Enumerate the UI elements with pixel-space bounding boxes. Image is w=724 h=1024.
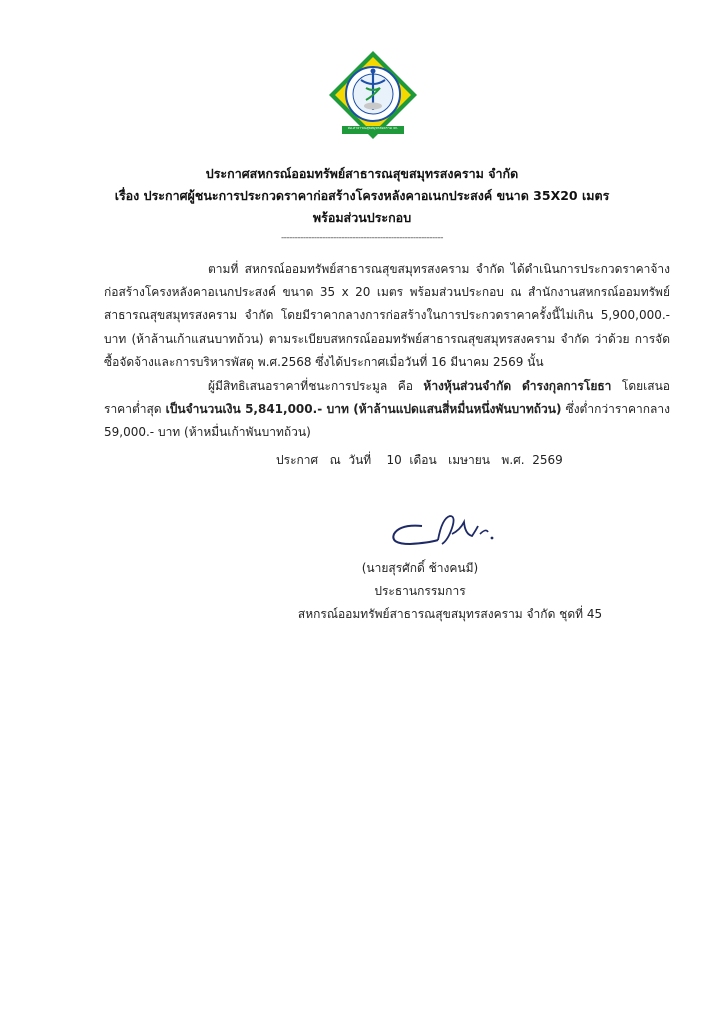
announcement-subject: เรื่อง ประกาศผู้ชนะการประกวดราคาก่อสร้างโครงหลังคาอเนกประสงค์ ขนาด 35X20 เมตร [114,188,610,203]
offer-intro: โดยเสนอราคาต่ำสุด [104,379,670,417]
logo-caption: สอ.สาธารณสุขสมุทรสงคราม จก. [347,126,399,130]
paragraph-1 [104,258,670,374]
paragraph-2 [104,375,670,445]
signature-image [380,510,500,554]
announcement-title: ประกาศสหกรณ์ออมทรัพย์สาธารณสุขสมุทรสงคราม จำกัด [205,166,519,181]
winner-intro: ผู้มีสิทธิเสนอราคาที่ชนะการประมูล คือ [208,379,424,393]
signatory-name: (นายสุรศักดิ์ ช้างคนมี) [361,561,479,575]
paragraph-1-text: ตามที่ สหกรณ์ออมทรัพย์สาธารณสุขสมุทรสงคราม จำกัด ได้ดำเนินการประกวดราคาจ้างก่อสร้างโครงหลังคาอเนกประสงค์ ขนาด 35 x 20 เมตร พร้อมส่วนประกอบ ณ สำนักงานสหกรณ์ออมทรัพย์สาธารณสุขสมุทรสงคราม จำกัด โดยมีราคากลางการก่อสร้างในการประกวดราคาครั้งนี้ไม่เกิน 5,900,000.- บาท (ห้าล้านเก้าแสนบาทถ้วน) ตามระเบียบสหกรณ์ออมทรัพย์สาธารณสุขสมุทรสงคราม จำกัด ว่าด้วย การจัดซื้อจัดจ้างและการบริหารพัสดุ พ.ศ.2568 ซึ่งได้ประกาศเมื่อวันที่ 16 มีนาคม 2569 นั้น [104,262,670,369]
signatory-organization: สหกรณ์ออมทรัพย์สาธารณสุขสมุทรสงคราม จำกัด ชุดที่ 45 [297,607,603,621]
announcement-subject-cont: พร้อมส่วนประกอบ [312,210,412,225]
divider: ----------------------------------------------------------- [280,233,444,243]
offer-difference: ซึ่งต่ำกว่าราคากลาง 59,000.- บาท (ห้าหมื่นเก้าพันบาทถ้วน) [104,402,670,440]
announcement-date: ประกาศ ณ วันที่ 10 เดือน เมษายน พ.ศ. 2569 [276,453,563,467]
offer-amount: เป็นจำนวนเงิน 5,841,000.- บาท (ห้าล้านแปดแสนสี่หมื่นหนึ่งพันบาทถ้วน) [165,402,562,417]
signatory-position: ประธานกรรมการ [374,584,466,598]
winner-name: ห้างหุ้นส่วนจำกัด ดำรงกุลการโยธา [423,379,612,393]
